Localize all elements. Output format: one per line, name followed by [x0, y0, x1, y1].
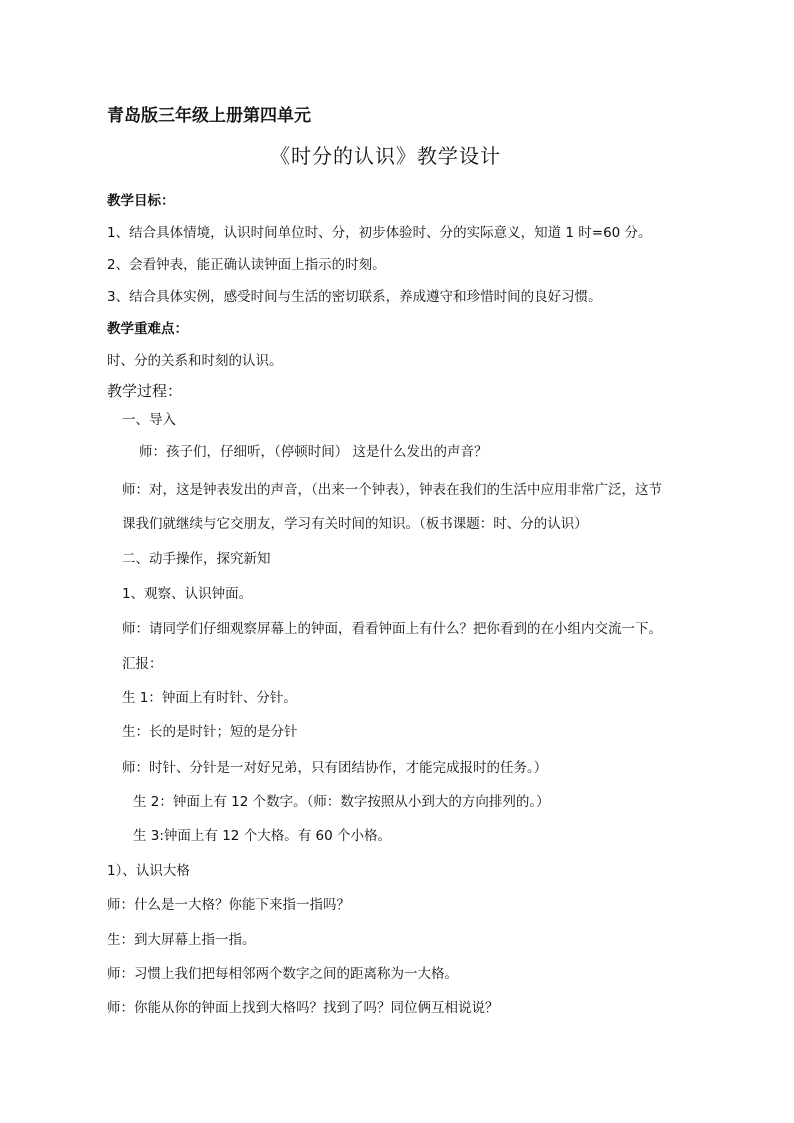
- section-3-line-1: 师：什么是一大格？你能下来指一指吗？: [107, 897, 350, 913]
- section-2-line-6: 生 2：钟面上有 12 个数字。（师：数字按照从小到大的方向排列的。）: [133, 794, 550, 810]
- unit-header: 青岛版三年级上册第四单元: [107, 106, 311, 126]
- process-heading: 教学过程：: [107, 382, 183, 400]
- goal-3: 3、结合具体实例，感受时间与生活的密切联系，养成遵守和珍惜时间的良好习惯。: [107, 289, 602, 305]
- section-3-line-2: 生：到大屏幕上指一指。: [107, 932, 256, 948]
- section-2-line-1: 师：请同学们仔细观察屏幕上的钟面，看看钟面上有什么？把你看到的在小组内交流一下。: [122, 621, 662, 637]
- section-3-heading: 1）、认识大格: [107, 863, 190, 879]
- section-3-line-4: 师：你能从你的钟面上找到大格吗？找到了吗？同位俩互相说说？: [107, 1000, 499, 1016]
- key-points-text: 时、分的关系和时刻的认识。: [107, 353, 283, 369]
- section-2-line-2: 汇报：: [122, 656, 163, 672]
- section-1-heading: 一、导入: [122, 412, 176, 428]
- goals-heading: 教学目标：: [107, 193, 175, 209]
- key-points-heading: 教学重难点：: [107, 321, 188, 337]
- goal-1: 1、结合具体情境，认识时间单位时、分，初步体验时、分的实际意义，知道 1 时=60 分。: [107, 225, 652, 241]
- section-2-heading: 二、动手操作，探究新知: [122, 551, 271, 567]
- section-3-line-3: 师：习惯上我们把每相邻两个数字之间的距离称为一大格。: [107, 966, 458, 982]
- document-title: 《时分的认识》教学设计: [270, 144, 501, 168]
- goal-2: 2、会看钟表，能正确认读钟面上指示的时刻。: [107, 257, 386, 273]
- section-2-line-5: 师：时针、分针是一对好兄弟，只有团结协作，才能完成报时的任务。）: [122, 760, 548, 776]
- section-2-line-7: 生 3:钟面上有 12 个大格。有 60 个小格。: [133, 828, 391, 844]
- section-1-line-1: 师：孩子们，仔细听，（停顿时间） 这是什么发出的声音？: [139, 444, 488, 460]
- section-2-sub-1: 1、观察、认识钟面。: [122, 586, 253, 602]
- section-2-line-4: 生：长的是时针；短的是分针: [122, 724, 298, 740]
- section-2-line-3: 生 1：钟面上有时针、分针。: [122, 690, 297, 706]
- section-1-line-2: 师：对，这是钟表发出的声音，（出来一个钟表），钟表在我们的生活中应用非常广泛，这节: [122, 482, 662, 498]
- section-1-line-3: 课我们就继续与它交朋友，学习有关时间的知识。（板书课题：时、分的认识）: [122, 516, 588, 532]
